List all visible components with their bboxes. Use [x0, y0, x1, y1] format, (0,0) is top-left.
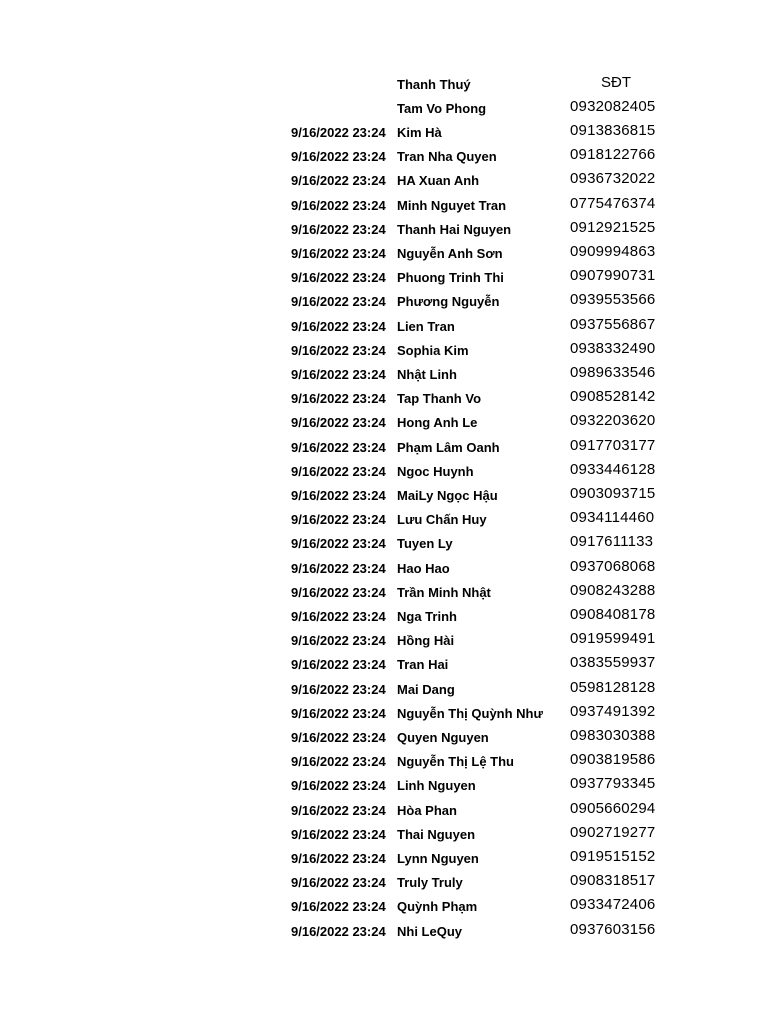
timestamp-cell: 9/16/2022 23:24	[291, 367, 386, 382]
phone-cell: 0905660294	[570, 799, 656, 817]
name-cell: Linh Nguyen	[397, 778, 476, 794]
timestamp-cell: 9/16/2022 23:24	[291, 778, 386, 794]
phone-cell: 0918122766	[570, 146, 656, 164]
table-row	[0, 408, 768, 432]
phone-cell: 0983030388	[570, 727, 656, 744]
table-row	[0, 529, 768, 553]
name-cell: Nhi LeQuy	[397, 923, 463, 939]
name-cell: Kim Hà	[397, 125, 442, 140]
table-row	[0, 457, 768, 481]
table-row	[0, 771, 768, 795]
timestamp-cell: 9/16/2022 23:24	[291, 730, 386, 745]
name-cell: Phạm Lâm Oanh	[397, 439, 500, 455]
timestamp-cell: 9/16/2022 23:24	[291, 125, 386, 140]
name-cell: Hao Hao	[397, 560, 450, 576]
table-row	[0, 747, 768, 771]
timestamp-cell: 9/16/2022 23:24	[291, 439, 386, 455]
phone-cell: 0936732022	[570, 170, 656, 188]
name-cell: Hồng Hài	[397, 633, 455, 649]
name-cell: Truly Truly	[397, 875, 463, 891]
phone-cell: 0937793345	[570, 775, 656, 793]
phone-cell: 0933446128	[570, 460, 656, 478]
phone-cell: 0598128128	[570, 678, 656, 696]
timestamp-cell: 9/16/2022 23:24	[291, 681, 386, 697]
timestamp-cell: 9/16/2022 23:24	[291, 342, 386, 358]
table-row	[0, 433, 768, 457]
first-entry-phone: 0932082405	[570, 98, 656, 115]
name-cell: Quỳnh Phạm	[397, 899, 478, 915]
table-row	[0, 820, 768, 844]
phone-cell: 0919599491	[570, 630, 656, 648]
name-cell: Trần Minh Nhật	[397, 584, 491, 600]
table-row	[0, 336, 768, 360]
name-cell: Phương Nguyễn	[397, 294, 500, 310]
timestamp-cell: 9/16/2022 23:24	[291, 609, 386, 624]
phone-cell: 0917703177	[570, 436, 656, 454]
phone-cell: 0989633546	[570, 364, 656, 381]
table-row	[0, 917, 768, 941]
phone-cell: 0919515152	[570, 848, 656, 865]
timestamp-cell: 9/16/2022 23:24	[291, 536, 386, 552]
timestamp-cell: 9/16/2022 23:24	[291, 149, 386, 165]
table-row	[0, 166, 768, 190]
phone-cell: 0908243288	[570, 581, 656, 599]
name-cell: Minh Nguyet Tran	[397, 197, 507, 213]
name-cell: Lynn Nguyen	[397, 851, 479, 866]
phone-cell: 0937556867	[570, 315, 656, 333]
table-row	[0, 892, 768, 916]
timestamp-cell: 9/16/2022 23:24	[291, 463, 386, 479]
timestamp-cell: 9/16/2022 23:24	[291, 512, 386, 528]
phone-cell: 0934114460	[570, 509, 655, 527]
timestamp-cell: 9/16/2022 23:24	[291, 633, 386, 649]
phone-cell: 0903819586	[570, 751, 656, 769]
header-row	[0, 70, 768, 94]
phone-cell: 0933472406	[570, 896, 656, 914]
name-cell: Tap Thanh Vo	[397, 391, 482, 407]
phone-cell: 0939553566	[570, 291, 656, 309]
name-cell: Sophia Kim	[397, 342, 469, 358]
table-row	[0, 215, 768, 239]
name-cell: Hòa Phan	[397, 802, 457, 818]
table-row	[0, 723, 768, 747]
phone-cell: 0932203620	[570, 412, 656, 430]
header-name-cell: Thanh Thuý	[397, 77, 471, 92]
phone-cell: 0913836815	[570, 122, 656, 139]
timestamp-cell: 9/16/2022 23:24	[291, 899, 386, 915]
name-cell: Lien Tran	[397, 318, 455, 334]
phone-cell: 0917611133	[570, 533, 654, 551]
first-entry-name: Tam Vo Phong	[397, 101, 487, 116]
phone-cell: 0908408178	[570, 606, 656, 623]
table-row	[0, 239, 768, 263]
phone-cell: 0909994863	[570, 243, 656, 260]
name-cell: Hong Anh Le	[397, 415, 478, 431]
timestamp-cell: 9/16/2022 23:24	[291, 705, 386, 721]
table-row	[0, 554, 768, 578]
name-cell: Tran Hai	[397, 657, 449, 673]
timestamp-cell: 9/16/2022 23:24	[291, 657, 386, 673]
name-cell: Thai Nguyen	[397, 826, 476, 842]
name-cell: Nga Trinh	[397, 609, 457, 624]
name-cell: Mai Dang	[397, 681, 455, 697]
timestamp-cell: 9/16/2022 23:24	[291, 875, 386, 891]
phone-cell: 0902719277	[570, 823, 656, 841]
table-row	[0, 191, 768, 215]
name-cell: Nguyễn Anh Sơn	[397, 246, 503, 261]
table-row	[0, 602, 768, 626]
phone-cell: 0937068068	[570, 557, 656, 575]
phone-cell: 0383559937	[570, 654, 656, 672]
name-cell: MaiLy Ngọc Hậu	[397, 488, 498, 503]
timestamp-cell: 9/16/2022 23:24	[291, 270, 386, 286]
table-row	[0, 578, 768, 602]
table-row	[0, 505, 768, 529]
phone-cell: 0912921525	[570, 218, 656, 236]
timestamp-cell: 9/16/2022 23:24	[291, 754, 386, 770]
table-row	[0, 287, 768, 311]
table-row	[0, 360, 768, 384]
timestamp-cell: 9/16/2022 23:24	[291, 415, 386, 431]
timestamp-cell: 9/16/2022 23:24	[291, 826, 386, 842]
table-row	[0, 118, 768, 142]
table-row	[0, 699, 768, 723]
name-cell: Nguyễn Thị Quỳnh Như	[397, 705, 543, 721]
phone-cell: 0903093715	[570, 485, 656, 502]
timestamp-cell: 9/16/2022 23:24	[291, 221, 386, 237]
phone-cell: 0938332490	[570, 339, 656, 357]
timestamp-cell: 9/16/2022 23:24	[291, 560, 386, 576]
table-row	[0, 384, 768, 408]
timestamp-cell: 9/16/2022 23:24	[291, 173, 386, 189]
timestamp-cell: 9/16/2022 23:24	[291, 584, 386, 600]
table-row	[0, 796, 768, 820]
name-cell: Tuyen Ly	[397, 536, 453, 552]
name-cell: Nguyễn Thị Lệ Thu	[397, 754, 514, 770]
timestamp-cell: 9/16/2022 23:24	[291, 851, 386, 866]
timestamp-cell: 9/16/2022 23:24	[291, 488, 386, 503]
phone-cell: 0775476374	[570, 194, 656, 212]
timestamp-cell: 9/16/2022 23:24	[291, 294, 386, 310]
phone-cell: 0937491392	[570, 702, 656, 720]
timestamp-cell: 9/16/2022 23:24	[291, 246, 386, 261]
table-row	[0, 142, 768, 166]
name-cell: Tran Nha Quyen	[397, 149, 497, 165]
table-row	[0, 650, 768, 674]
timestamp-cell: 9/16/2022 23:24	[291, 197, 386, 213]
name-cell: HA Xuan Anh	[397, 173, 480, 189]
name-cell: Phuong Trinh Thi	[397, 270, 504, 286]
phone-cell: 0907990731	[570, 267, 656, 285]
phone-cell: 0908318517	[570, 872, 656, 890]
table-row	[0, 312, 768, 336]
table-row	[0, 263, 768, 287]
table-row	[0, 844, 768, 868]
timestamp-cell: 9/16/2022 23:24	[291, 923, 386, 939]
name-cell: Nhật Linh	[397, 367, 457, 382]
table-row	[0, 868, 768, 892]
timestamp-cell: 9/16/2022 23:24	[291, 802, 386, 818]
table-row	[0, 675, 768, 699]
timestamp-cell: 9/16/2022 23:24	[291, 318, 386, 334]
timestamp-cell: 9/16/2022 23:24	[291, 391, 386, 407]
name-cell: Ngoc Huynh	[397, 463, 474, 479]
phone-cell: 0937603156	[570, 920, 656, 938]
phone-cell: 0908528142	[570, 388, 656, 406]
name-cell: Quyen Nguyen	[397, 730, 489, 745]
phone-column-header: SĐT	[601, 74, 631, 91]
table-row	[0, 626, 768, 650]
name-cell: Lưu Chấn Huy	[397, 512, 487, 528]
table-row	[0, 481, 768, 505]
name-cell: Thanh Hai Nguyen	[397, 221, 512, 237]
first-entry-row	[0, 94, 768, 118]
